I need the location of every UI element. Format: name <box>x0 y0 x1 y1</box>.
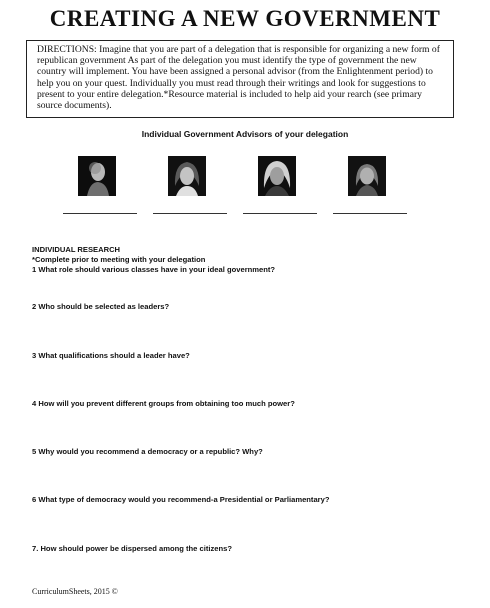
research-section <box>32 245 452 264</box>
advisor-portrait-4 <box>348 156 386 196</box>
research-heading: INDIVIDUAL RESEARCH <box>32 245 121 254</box>
advisor-portrait-2 <box>168 156 206 196</box>
advisor-name-line-1[interactable] <box>63 213 137 214</box>
portrait-1-image <box>78 156 116 196</box>
question-2: 2 Who should be selected as leaders? <box>32 302 170 311</box>
question-6: 6 What type of democracy would you recommend-a Presidential or Parliamentary? <box>32 495 330 504</box>
question-4: 4 How will you prevent different groups from obtaining too much power? <box>32 399 295 408</box>
question-5: 5 Why would you recommend a democracy or a republic? Why? <box>32 447 263 456</box>
advisor-name-line-2[interactable] <box>153 213 227 214</box>
directions-box: DIRECTIONS: Imagine that you are part of a delegation that is responsible for organizing a new form of republican government As part of the delegation you must identify the type of government the new country will implement. You have been assigned a personal advisor (from the Enlightenment period) to help you on your quest. Individually you must read through their writings and look for suggestions to present to your entire delegation.*Resource material is included to help aid your rearch (see primary source documents). <box>26 40 454 118</box>
advisor-name-line-3[interactable] <box>243 213 317 214</box>
advisor-portrait-3 <box>258 156 296 196</box>
research-note: *Complete prior to meeting with your delegation <box>32 254 206 264</box>
portrait-3-image <box>258 156 296 196</box>
advisor-name-line-4[interactable] <box>333 213 407 214</box>
portrait-4-image <box>348 156 386 196</box>
footer-copyright: CurriculumSheets, 2015 © <box>32 587 118 596</box>
page-title: CREATING A NEW GOVERNMENT <box>49 6 441 31</box>
question-1: 1 What role should various classes have in your ideal government? <box>32 265 276 274</box>
question-3: 3 What qualifications should a leader have? <box>32 351 190 360</box>
advisors-heading: Individual Government Advisors of your delegation <box>141 129 349 139</box>
portrait-2-image <box>168 156 206 196</box>
advisor-portrait-1 <box>78 156 116 196</box>
question-7: 7. How should power be dispersed among the citizens? <box>32 544 232 553</box>
